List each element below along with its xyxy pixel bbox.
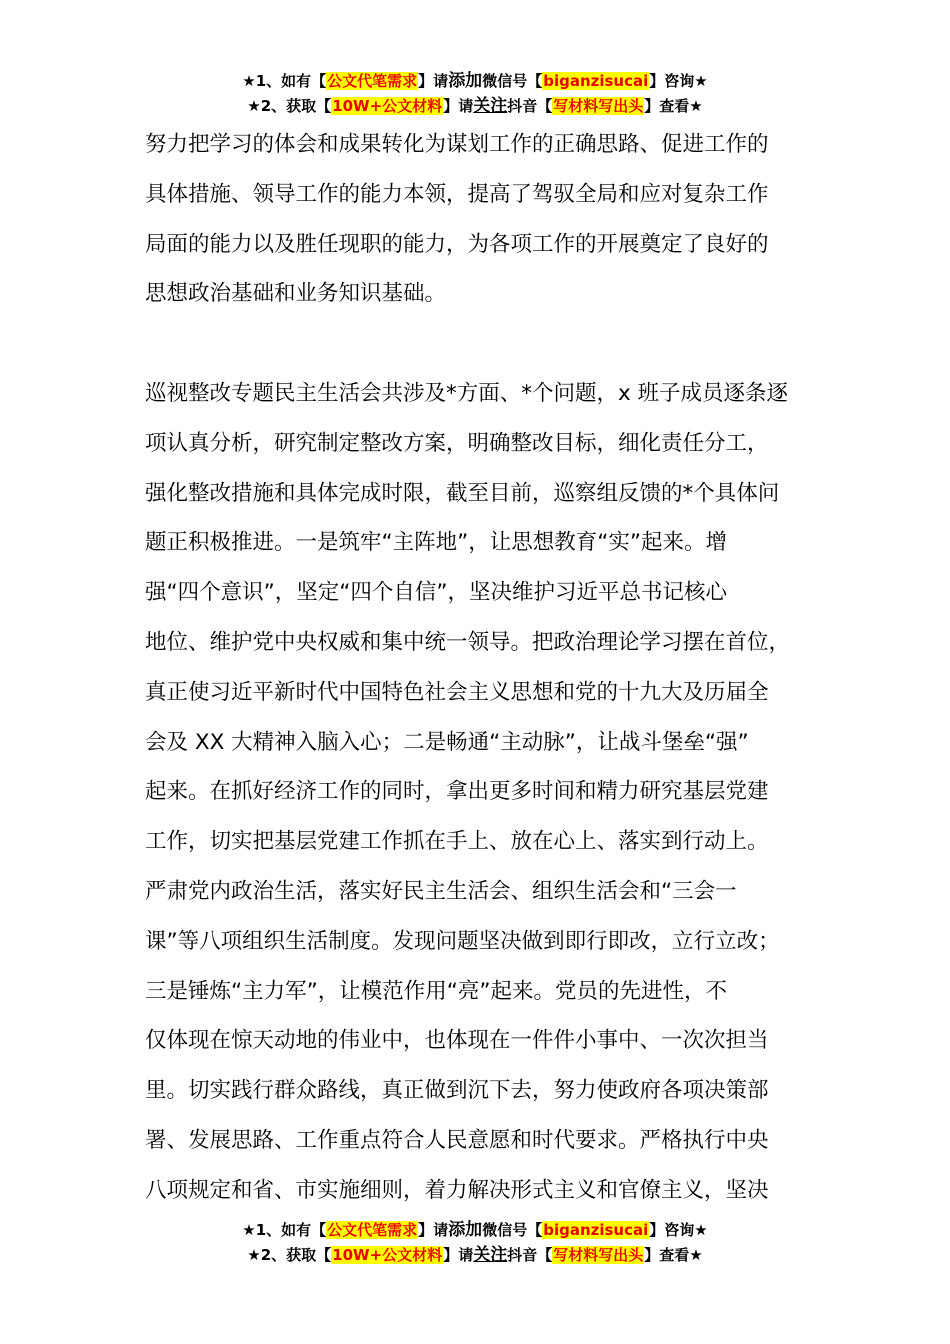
banner-line-2-mid2: 抖音【 xyxy=(507,1246,553,1264)
paragraph-2-line: 八项规定和省、市实施细则，着力解决形式主义和官僚主义，坚决 xyxy=(145,1177,769,1203)
banner-line-1-mid2: 微信号【 xyxy=(482,72,543,90)
paragraph-spacer xyxy=(145,319,830,369)
paragraph-2-line: 起来。在抓好经济工作的同时，拿出更多时间和精力研究基层党建 xyxy=(145,779,769,805)
paragraph-2-line: 会及 XX 大精神入脑入心；二是畅通“主动脉”，让战斗堡垒“强” xyxy=(145,729,749,755)
paragraph-2-line: 强化整改措施和具体完成时限，截至目前，巡察组反馈的*个具体问 xyxy=(145,480,780,506)
banner-line-1 xyxy=(0,1218,950,1243)
paragraph-1 xyxy=(145,120,830,319)
banner-line-2-emphasis: 关注 xyxy=(473,1245,508,1265)
banner-line-1-prefix: ★1、如有【 xyxy=(242,72,327,90)
top-banner xyxy=(0,69,950,119)
paragraph-2-line: 工作，切实把基层党建工作抓在手上、放在心上、落实到行动上。 xyxy=(145,829,769,855)
paragraph-2-line: 严肃党内政治生活，落实好民主生活会、组织生活会和“三会一 xyxy=(145,878,737,904)
paragraph-2-line: 里。切实践行群众路线，真正做到沉下去，努力使政府各项决策部 xyxy=(145,1078,769,1104)
paragraph-2-line: 课”等八项组织生活制度。发现问题坚决做到即行即改，立行立改； xyxy=(145,928,780,954)
banner-line-1-highlight-wechat: biganzisucai xyxy=(543,1221,649,1239)
paragraph-2-line: 巡视整改专题民主生活会共涉及*方面、*个问题，x 班子成员逐条逐 xyxy=(145,380,789,406)
banner-line-1-suffix: 】咨询★ xyxy=(649,72,708,90)
paragraph-2-line: 题正积极推进。一是筑牢“主阵地”，让思想教育“实”起来。增 xyxy=(145,530,728,556)
banner-line-1-highlight-wechat: biganzisucai xyxy=(543,72,649,90)
banner-line-2-highlight-materials: 10W+公文材料 xyxy=(332,1246,443,1264)
banner-line-1-mid: 】请 xyxy=(418,1221,449,1239)
paragraph-2-line: 三是锤炼“主力军”，让模范作用“亮”起来。党员的先进性，不 xyxy=(145,978,728,1004)
banner-line-2-highlight-douyin: 写材料写出头 xyxy=(553,1246,644,1264)
paragraph-2-line: 真正使习近平新时代中国特色社会主义思想和党的十九大及历届全 xyxy=(145,679,769,705)
banner-line-2-mid2: 抖音【 xyxy=(507,97,553,115)
paragraph-2-line: 署、发展思路、工作重点符合人民意愿和时代要求。严格执行中央 xyxy=(145,1127,769,1153)
document-body xyxy=(145,120,830,1216)
banner-line-2-emphasis: 关注 xyxy=(473,96,508,116)
banner-line-2-highlight-douyin: 写材料写出头 xyxy=(553,97,644,115)
banner-line-1 xyxy=(0,69,950,94)
banner-line-2 xyxy=(0,94,950,119)
banner-line-1-highlight-service: 公文代笔需求 xyxy=(327,1221,418,1239)
paragraph-2-line: 地位、维护党中央权威和集中统一领导。把政治理论学习摆在首位， xyxy=(145,629,791,655)
bottom-banner xyxy=(0,1218,950,1268)
banner-line-2-mid: 】请 xyxy=(443,1246,474,1264)
banner-line-1-emphasis: 添加 xyxy=(448,71,483,91)
banner-line-1-highlight-service: 公文代笔需求 xyxy=(327,72,418,90)
paragraph-1-line: 努力把学习的体会和成果转化为谋划工作的正确思路、促进工作的 xyxy=(145,132,769,157)
paragraph-1-line: 具体措施、领导工作的能力本领，提高了驾驭全局和应对复杂工作 xyxy=(145,181,769,207)
paragraph-2-line: 项认真分析，研究制定整改方案，明确整改目标，细化责任分工， xyxy=(145,430,769,456)
banner-line-1-prefix: ★1、如有【 xyxy=(242,1221,327,1239)
banner-line-1-mid2: 微信号【 xyxy=(482,1221,543,1239)
paragraph-1-line: 局面的能力以及胜任现职的能力，为各项工作的开展奠定了良好的 xyxy=(145,231,769,257)
banner-line-2 xyxy=(0,1243,950,1268)
banner-line-1-mid: 】请 xyxy=(418,72,449,90)
banner-line-2-suffix: 】查看★ xyxy=(644,1246,703,1264)
paragraph-2 xyxy=(145,369,830,1216)
paragraph-1-line: 思想政治基础和业务知识基础。 xyxy=(145,281,447,307)
banner-line-2-mid: 】请 xyxy=(443,97,474,115)
paragraph-2-line: 仅体现在惊天动地的伟业中，也体现在一件件小事中、一次次担当 xyxy=(145,1028,769,1054)
banner-line-1-suffix: 】咨询★ xyxy=(649,1221,708,1239)
banner-line-2-suffix: 】查看★ xyxy=(644,97,703,115)
banner-line-2-prefix: ★2、获取【 xyxy=(247,1246,332,1264)
paragraph-2-line: 强“四个意识”，坚定“四个自信”，坚决维护习近平总书记核心 xyxy=(145,580,728,606)
banner-line-2-prefix: ★2、获取【 xyxy=(247,97,332,115)
banner-line-1-emphasis: 添加 xyxy=(448,1220,483,1240)
banner-line-2-highlight-materials: 10W+公文材料 xyxy=(332,97,443,115)
